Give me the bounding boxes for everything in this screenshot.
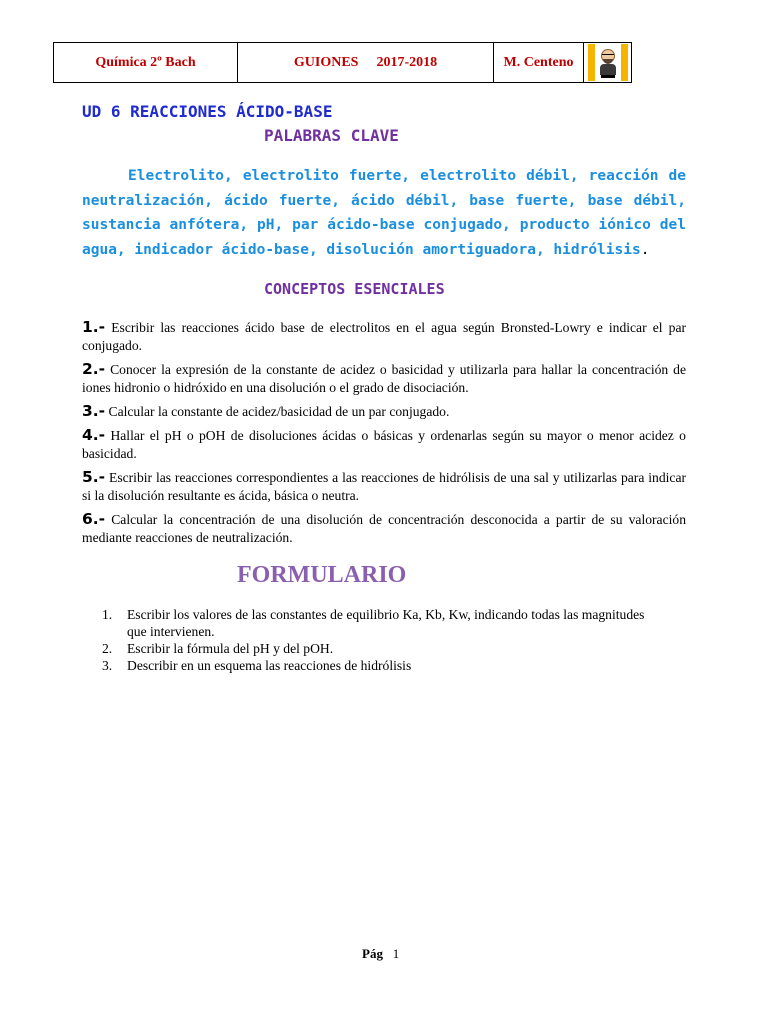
concept-item <box>82 426 686 463</box>
concept-number: 2.- <box>82 360 106 378</box>
page-number: 1 <box>392 946 400 961</box>
concepts-heading: CONCEPTOS ESENCIALES <box>264 280 445 298</box>
header-year: 2017-2018 <box>376 54 438 70</box>
concept-number: 5.- <box>82 468 106 486</box>
concept-text: Calcular la constante de acidez/basicidad de un par conjugado. <box>108 404 450 419</box>
formulario-number: 3. <box>102 658 113 673</box>
formulario-list <box>102 606 662 674</box>
concept-number: 6.- <box>82 510 106 528</box>
concept-item <box>82 360 686 397</box>
formulario-text: Escribir los valores de las constantes de equilibrio Ka, Kb, Kw, indicando todas las magnitudes que intervienen. <box>127 607 645 639</box>
concept-number: 3.- <box>82 402 106 420</box>
unit-title: UD 6 REACCIONES ÁCIDO-BASE <box>82 102 333 121</box>
concept-text: Escribir las reacciones correspondientes a las reacciones de hidrólisis de una sal y utilizarlas para indicar si la disolución resultante es ácida, básica o neutra. <box>82 470 687 503</box>
formulario-number: 1. <box>102 607 113 622</box>
header-author: M. Centeno <box>494 43 584 82</box>
concept-item <box>82 402 686 421</box>
page-footer <box>362 946 399 962</box>
formulario-number: 2. <box>102 641 113 656</box>
keywords-period: . <box>640 241 650 258</box>
concept-text: Hallar el pH o pOH de disoluciones ácidas o básicas y ordenarlas según su mayor o menor acidez o basicidad. <box>82 428 686 461</box>
concept-number: 4.- <box>82 426 106 444</box>
formulario-item <box>102 640 662 657</box>
concept-number: 1.- <box>82 318 106 336</box>
concept-text: Conocer la expresión de la constante de acidez o basicidad y utilizarla para hallar la concentración de iones hidronio o hidróxido en una disolución o el grado de disociación. <box>82 362 687 395</box>
page-label: Pág <box>362 946 383 961</box>
concept-text: Calcular la concentración de una disolución de concentración desconocida a partir de su valoración mediante reacciones de neutralización. <box>82 512 686 545</box>
concept-text: Escribir las reacciones ácido base de electrolitos en el agua según Bronsted-Lowry e indicar el par conjugado. <box>82 320 687 353</box>
concept-item <box>82 318 686 355</box>
keywords-paragraph <box>82 164 686 262</box>
keywords-text: Electrolito, electrolito fuerte, electrolito débil, reacción de neutralización, ácido fuerte, ácido débil, base fuerte, base débil, sustancia anfótera, pH, par ácido-base conjugado, producto iónico del agua, indicador ácido-base, disolución amortiguadora, hidrólisis <box>82 168 686 258</box>
formulario-item <box>102 606 662 640</box>
concept-item <box>82 468 686 505</box>
header-portrait-cell <box>584 43 631 82</box>
header-guiones-cell <box>238 43 494 82</box>
formulario-text: Escribir la fórmula del pH y del pOH. <box>127 641 334 656</box>
formulario-heading: FORMULARIO <box>237 562 407 588</box>
header-guiones: GUIONES <box>293 54 359 70</box>
concepts-list <box>82 318 686 552</box>
header-table <box>53 42 632 83</box>
header-subject: Química 2º Bach <box>54 43 238 82</box>
formulario-text: Describir en un esquema las reacciones de hidrólisis <box>127 658 412 673</box>
formulario-item <box>102 657 662 674</box>
keywords-heading: PALABRAS CLAVE <box>264 126 399 145</box>
teacher-portrait-icon <box>588 44 628 81</box>
concept-item <box>82 510 686 547</box>
